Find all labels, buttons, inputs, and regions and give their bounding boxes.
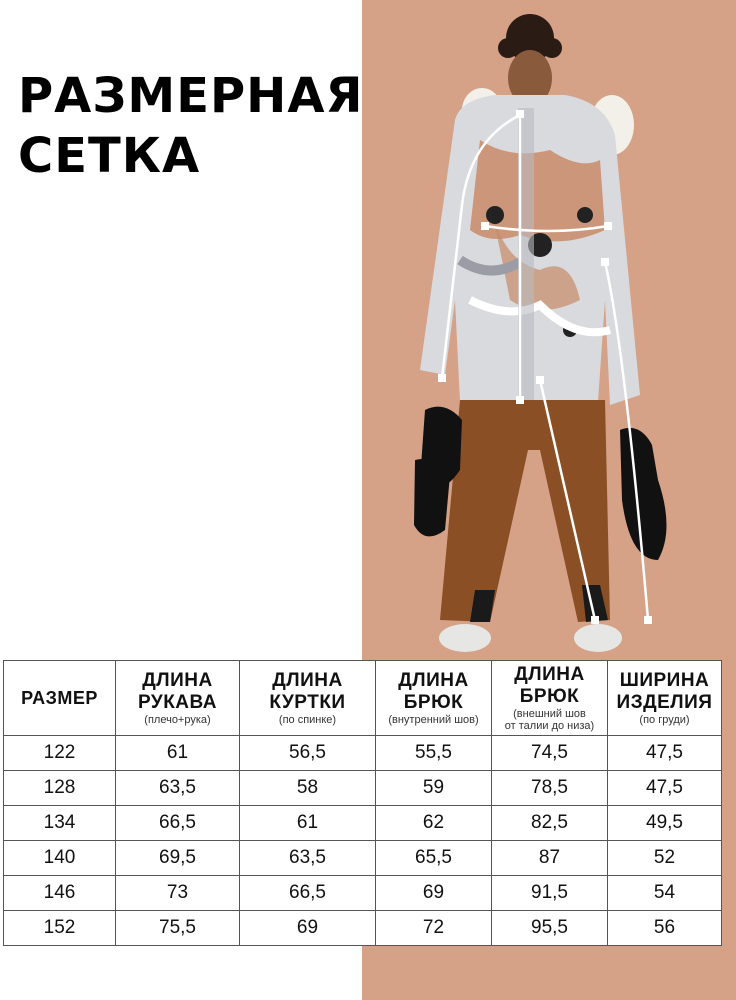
cell-jacket: 66,5 [240, 876, 376, 911]
cell-sleeve: 66,5 [116, 806, 240, 841]
header-label: РАЗМЕР [21, 688, 98, 708]
cell-outseam: 78,5 [492, 771, 608, 806]
cell-outseam: 95,5 [492, 911, 608, 946]
cell-chest: 49,5 [608, 806, 722, 841]
cell-inseam: 72 [376, 911, 492, 946]
cell-sleeve: 69,5 [116, 841, 240, 876]
cell-chest: 56 [608, 911, 722, 946]
cell-jacket: 58 [240, 771, 376, 806]
header-label: ДЛИНА БРЮК [398, 670, 469, 713]
header-note: (плечо+рука) [144, 714, 211, 726]
header-label: ДЛИНА БРЮК [514, 664, 585, 707]
cell-inseam: 65,5 [376, 841, 492, 876]
header-note: (по груди) [639, 714, 690, 726]
cell-size: 140 [4, 841, 116, 876]
table-row [4, 736, 722, 771]
cell-jacket: 61 [240, 806, 376, 841]
cell-jacket: 69 [240, 911, 376, 946]
cell-sleeve: 73 [116, 876, 240, 911]
table-row [4, 841, 722, 876]
header-note: (по спинке) [278, 714, 337, 726]
title-line-1: РАЗМЕРНАЯ [18, 68, 364, 124]
header-label: ДЛИНА КУРТКИ [269, 670, 346, 713]
cell-outseam: 87 [492, 841, 608, 876]
header-size [4, 661, 116, 736]
header-sleeve-length [116, 661, 240, 736]
table-row [4, 806, 722, 841]
size-chart-table [3, 660, 722, 946]
cell-sleeve: 75,5 [116, 911, 240, 946]
cell-size: 128 [4, 771, 116, 806]
header-pants-outseam [492, 661, 608, 736]
table-row [4, 876, 722, 911]
table-header-row [4, 661, 722, 736]
cell-sleeve: 63,5 [116, 771, 240, 806]
title-line-2: СЕТКА [18, 128, 201, 184]
cell-inseam: 69 [376, 876, 492, 911]
cell-jacket: 56,5 [240, 736, 376, 771]
table-row [4, 771, 722, 806]
table-row [4, 911, 722, 946]
cell-size: 134 [4, 806, 116, 841]
model-photo [400, 0, 700, 665]
header-jacket-length [240, 661, 376, 736]
cell-chest: 52 [608, 841, 722, 876]
header-chest-width [608, 661, 722, 736]
cell-outseam: 82,5 [492, 806, 608, 841]
cell-chest: 47,5 [608, 771, 722, 806]
cell-outseam: 91,5 [492, 876, 608, 911]
cell-chest: 47,5 [608, 736, 722, 771]
cell-outseam: 74,5 [492, 736, 608, 771]
cell-sleeve: 61 [116, 736, 240, 771]
header-label: ДЛИНА РУКАВА [137, 670, 218, 713]
cell-size: 122 [4, 736, 116, 771]
cell-inseam: 59 [376, 771, 492, 806]
header-note: (внутренний шов) [388, 714, 479, 726]
model-illustration [400, 0, 700, 665]
header-label: ШИРИНА ИЗДЕЛИЯ [616, 670, 713, 713]
cell-chest: 54 [608, 876, 722, 911]
page-title [18, 66, 363, 186]
cell-size: 152 [4, 911, 116, 946]
cell-jacket: 63,5 [240, 841, 376, 876]
cell-inseam: 55,5 [376, 736, 492, 771]
cell-inseam: 62 [376, 806, 492, 841]
cell-size: 146 [4, 876, 116, 911]
header-note: (внешний шов от талии до низа) [504, 708, 595, 732]
header-pants-inseam [376, 661, 492, 736]
